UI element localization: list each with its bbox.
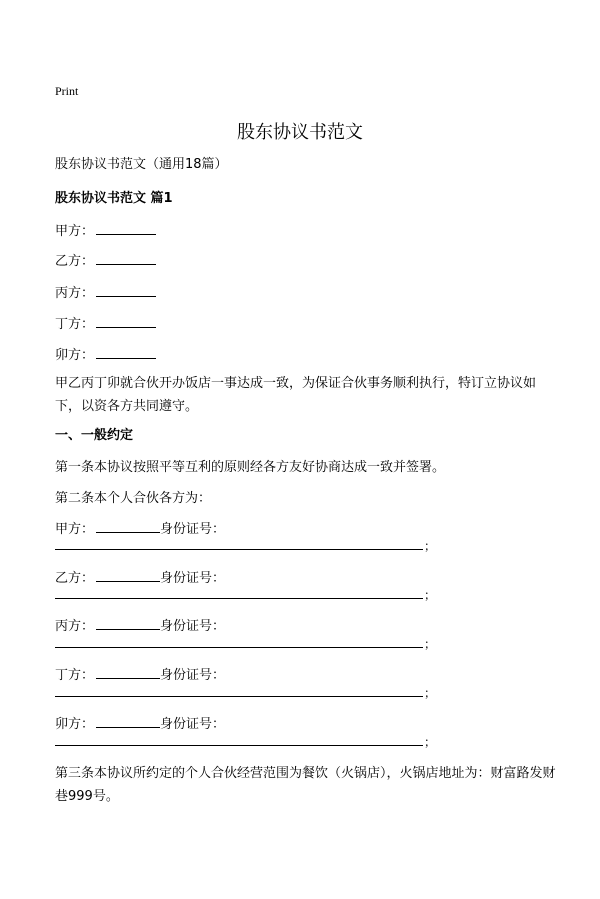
partner-name-blank (96, 715, 160, 728)
id-number-line (55, 646, 423, 648)
section-title: 股东协议书范文 篇1 (55, 191, 173, 206)
party-row (55, 220, 156, 239)
party-label: 丁方： (55, 317, 95, 332)
print-label: Print (55, 84, 79, 98)
line-end: ； (424, 637, 437, 651)
line-end: ； (424, 686, 437, 700)
line-end: ； (424, 539, 437, 553)
party-label: 丙方： (55, 286, 95, 301)
party-row (55, 313, 156, 332)
article-2: 第二条本个人合伙各方为： (55, 491, 212, 506)
partner-name-blank (96, 520, 160, 533)
partner-row (55, 713, 225, 732)
id-label: 身份证号： (160, 571, 226, 586)
signature-blank (96, 315, 156, 328)
partner-label: 乙方： (55, 571, 95, 586)
id-number-line (55, 744, 423, 746)
party-label: 卯方： (55, 348, 95, 363)
line-end: ； (424, 588, 437, 602)
id-label: 身份证号： (160, 619, 226, 634)
signature-blank (96, 284, 156, 297)
partner-label: 卯方： (55, 717, 95, 732)
id-number-line (55, 548, 423, 550)
partner-label: 甲方： (55, 522, 95, 537)
id-number-line (55, 695, 423, 697)
partner-row (55, 518, 225, 537)
party-row (55, 250, 156, 269)
line-end: ； (424, 735, 437, 749)
document-subtitle: 股东协议书范文（通用18篇） (55, 157, 228, 172)
id-label: 身份证号： (160, 717, 226, 732)
heading-general: 一、一般约定 (55, 428, 134, 443)
id-number-line (55, 597, 423, 599)
party-row (55, 282, 156, 301)
article-3: 第三条本协议所约定的个人合伙经营范围为餐饮（火锅店），火锅店地址为：财富路发财巷999号。 (55, 766, 556, 804)
signature-blank (96, 222, 156, 235)
signature-blank (96, 346, 156, 359)
intro-paragraph: 甲乙丙丁卯就合伙开办饭店一事达成一致，为保证合伙事务顺利执行，特订立协议如下，以资各方共同遵守。 (55, 376, 537, 414)
partner-row (55, 615, 225, 634)
partner-row (55, 567, 225, 586)
party-label: 乙方： (55, 254, 95, 269)
partner-name-blank (96, 666, 160, 679)
id-label: 身份证号： (160, 522, 226, 537)
partner-name-blank (96, 569, 160, 582)
article-1: 第一条本协议按照平等互利的原则经各方友好协商达成一致并签署。 (55, 460, 446, 475)
id-label: 身份证号： (160, 668, 226, 683)
page-title: 股东协议书范文 (237, 122, 363, 143)
partner-label: 丙方： (55, 619, 95, 634)
party-row (55, 344, 156, 363)
party-label: 甲方： (55, 224, 95, 239)
partner-label: 丁方： (55, 668, 95, 683)
partner-row (55, 664, 225, 683)
partner-name-blank (96, 617, 160, 630)
signature-blank (96, 252, 156, 265)
